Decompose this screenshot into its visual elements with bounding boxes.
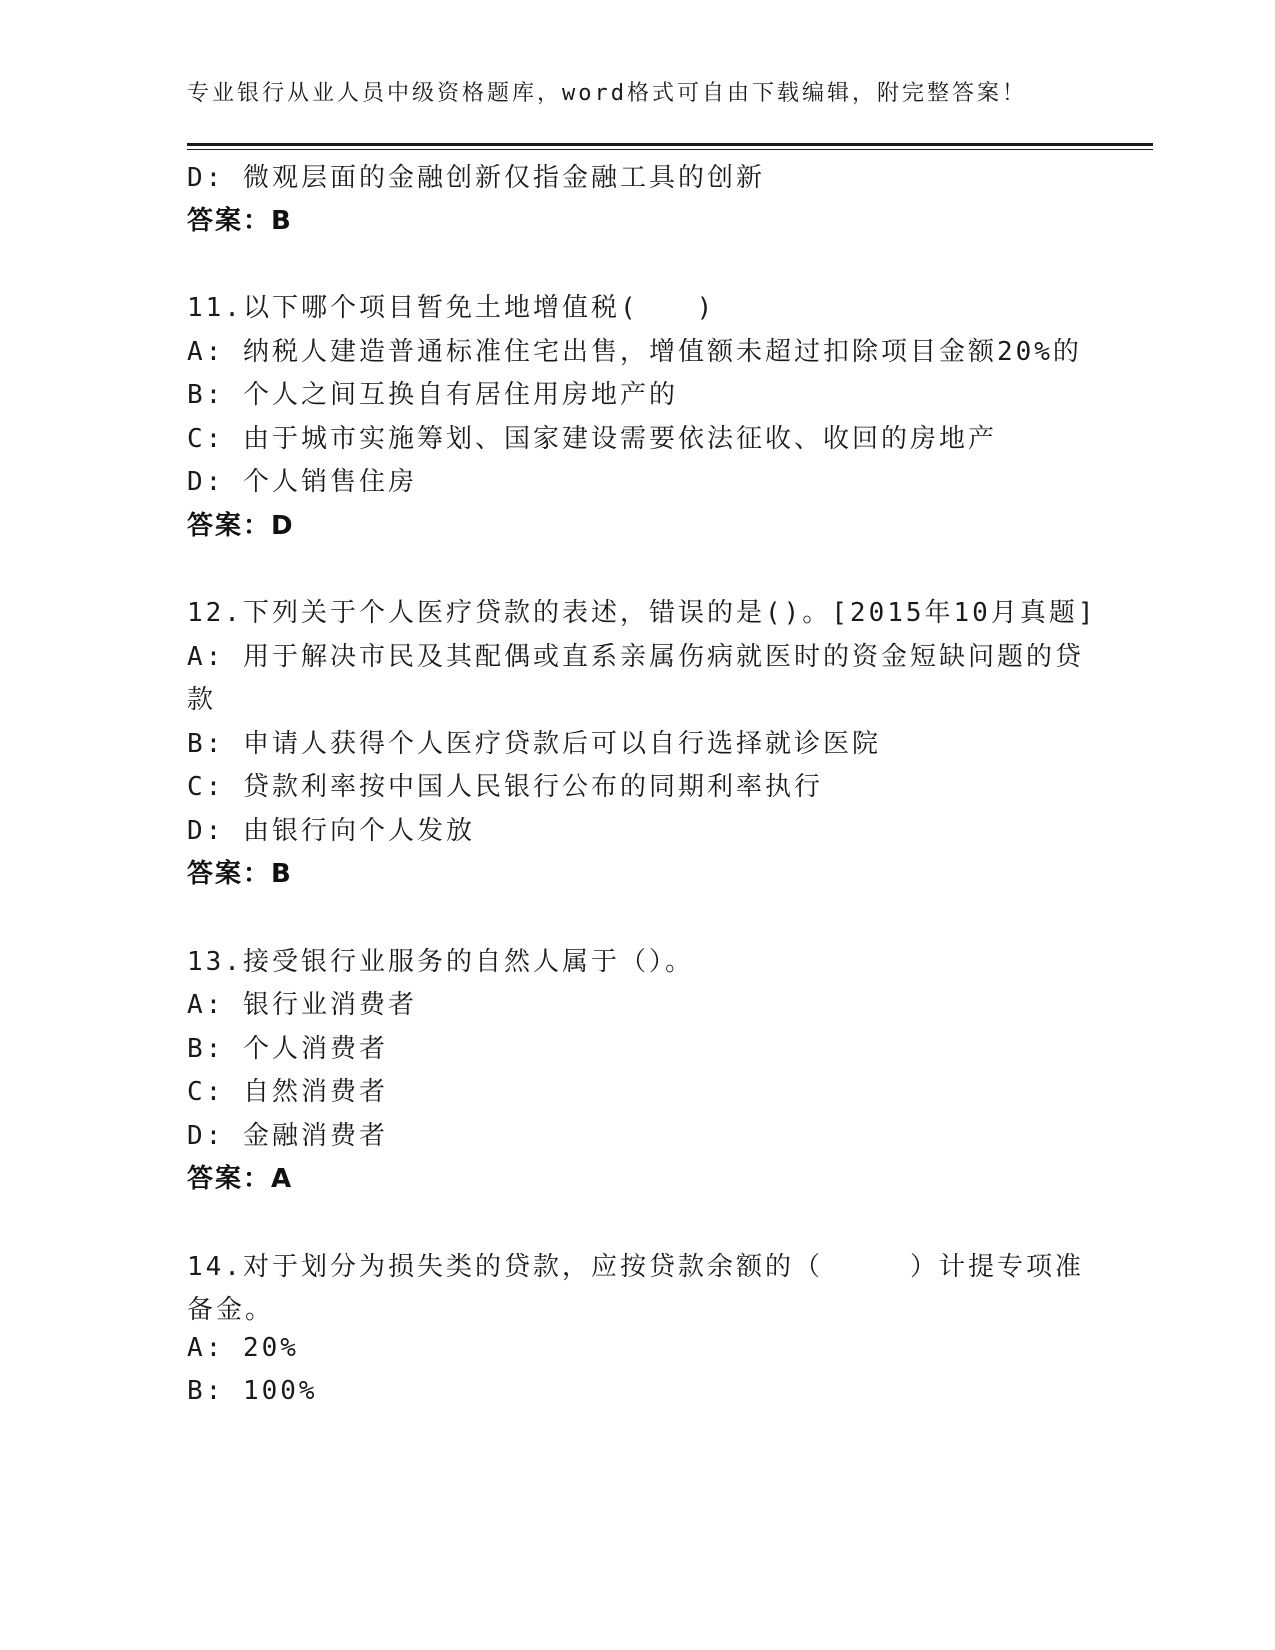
q13-option-a: A: 银行业消费者 [187,990,417,1020]
q14-stem: 14.对于划分为损失类的贷款，应按贷款余额的（ ）计提专项准 [187,1252,1084,1282]
q13-option-d: D: 金融消费者 [187,1121,388,1151]
q12-option-b: B: 申请人获得个人医疗贷款后可以自行选择就诊医院 [187,729,881,759]
header-rule-thin [187,149,1153,150]
q12-option-d: D: 由银行向个人发放 [187,816,475,846]
q11-option-d: D: 个人销售住房 [187,467,417,497]
q12-option-c: C: 贷款利率按中国人民银行公布的同期利率执行 [187,772,823,802]
q14-option-a: A: 20% [187,1333,299,1363]
q11-answer: 答案：D [187,511,295,541]
q12-answer: 答案：B [187,859,293,889]
q12-option-a-cont: 款 [187,685,217,715]
q13-option-c: C: 自然消费者 [187,1077,388,1107]
q14-option-b: B: 100% [187,1376,318,1406]
q12-option-a: A: 用于解决市民及其配偶或直系亲属伤病就医时的资金短缺问题的贷 [187,642,1084,672]
page-header: 专业银行从业人员中级资格题库，word格式可自由下载编辑，附完整答案！ [187,81,1027,106]
q13-option-b: B: 个人消费者 [187,1034,388,1064]
q11-option-a: A: 纳税人建造普通标准住宅出售，增值额未超过扣除项目金额20%的 [187,337,1082,367]
q11-option-b: B: 个人之间互换自有居住用房地产的 [187,380,678,410]
q13-answer: 答案：A [187,1164,294,1194]
q10-option-d: D: 微观层面的金融创新仅指金融工具的创新 [187,163,765,193]
q14-stem-cont: 备金。 [187,1295,275,1325]
q10-answer: 答案：B [187,206,293,236]
q11-stem: 11.以下哪个项目暂免土地增值税( ) [187,293,716,323]
header-rule-thick [187,143,1153,146]
q12-stem: 12.下列关于个人医疗贷款的表述，错误的是()。[2015年10月真题] [187,598,1097,628]
q13-stem: 13.接受银行业服务的自然人属于（）。 [187,947,694,977]
q11-option-c: C: 由于城市实施筹划、国家建设需要依法征收、收回的房地产 [187,424,997,454]
